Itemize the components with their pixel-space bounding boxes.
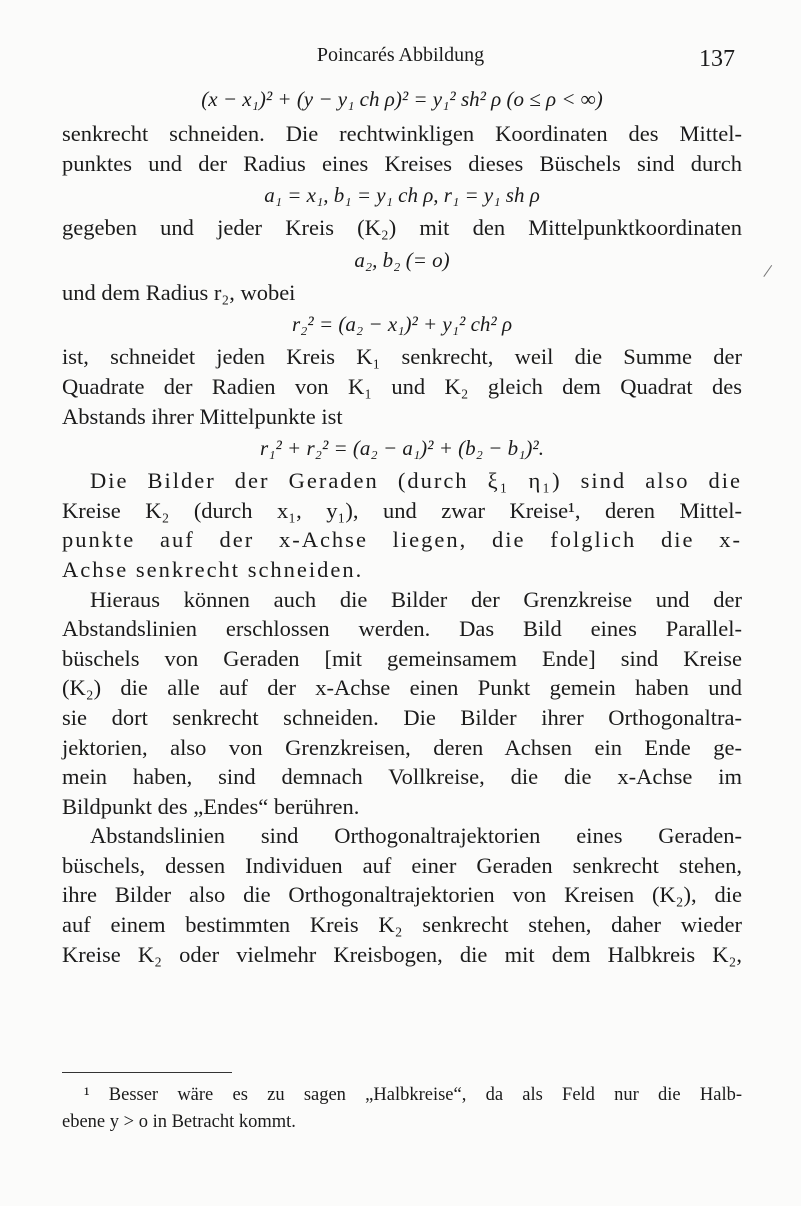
text-line: Hieraus können auch die Bilder der Grenzkreise und der (90, 586, 742, 612)
text-line: Quadrate der Radien von K₁ und K₂ gleich dem Quadrat des (62, 373, 742, 399)
footnote (62, 1082, 742, 1136)
text-line: Abstandslinien erschlossen werden. Das Bild eines Parallel- (62, 616, 742, 642)
text-line: ihre Bilder also die Orthogonaltrajektorien von Kreisen (K₂), die (62, 882, 742, 908)
text-line: Abstands ihrer Mittelpunkte ist (62, 403, 343, 429)
text-line: Kreise K₂ oder vielmehr Kreisbogen, die mit dem Halbkreis K₂, (62, 941, 742, 967)
text-line: Abstandslinien sind Orthogonaltrajektorien eines Geraden- (90, 823, 742, 849)
footnote-line: ¹ Besser wäre es zu sagen „Halbkreise“, da als Feld nur die Halb- (84, 1085, 742, 1105)
text-line: jektorien, also von Grenzkreisen, deren Achsen ein Ende ge- (62, 734, 742, 760)
text-line: (K₂) die alle auf der x-Achse einen Punkt gemein haben und (62, 675, 742, 701)
footnote-separator (62, 1072, 232, 1073)
body-text (62, 80, 742, 969)
text-line: Achse senkrecht schneiden. (62, 556, 364, 582)
text-line: mein haben, sind demnach Vollkreise, die die x-Achse im (62, 764, 742, 790)
formula-radius-squared: r₂² = (a₂ − x₁)² + y₁² ch² ρ (291, 312, 513, 337)
formula-center-coords: a₂, b₂ (= o) (354, 247, 450, 272)
text-line: punktes und der Radius eines Kreises dieses Büschels sind durch (62, 150, 742, 176)
text-line: Kreise K₂ (durch x₁, y₁), und zwar Kreise¹, deren Mittel- (62, 497, 742, 523)
page-number: 137 (699, 46, 735, 72)
text-line: auf einem bestimmten Kreis K₂ senkrecht stehen, daher wieder (62, 912, 742, 938)
text-line: Bildpunkt des „Endes“ berühren. (62, 793, 360, 819)
formula-circle-family: (x − x₁)² + (y − y₁ ch ρ)² = y₁² sh² ρ (o ≤ ρ < ∞) (201, 87, 603, 111)
footnote-line: ebene y > o in Betracht kommt. (62, 1112, 296, 1132)
running-title: Poincarés Abbildung (316, 44, 485, 66)
text-line: und dem Radius r₂, wobei (62, 279, 296, 305)
text-line: ist, schneidet jeden Kreis K₁ senkrecht, weil die Summe der (62, 344, 742, 370)
text-line: Die Bilder der Geraden (durch ξ₁ η₁) sind also die (90, 468, 742, 494)
stray-pencil-mark (763, 265, 783, 285)
formula-center-radius: a₁ = x₁, b₁ = y₁ ch ρ, r₁ = y₁ sh ρ (264, 183, 540, 208)
text-line: büschels, dessen Individuen auf einer Geraden senkrecht stehen, (62, 852, 742, 878)
text-line: punkte auf der x-Achse liegen, die folglich die x- (62, 527, 742, 553)
text-line: gegeben und jeder Kreis (K₂) mit den Mittelpunktkoordinaten (62, 215, 742, 241)
formula-orthogonality: r₁² + r₂² = (a₂ − a₁)² + (b₂ − b₁)². (260, 436, 544, 461)
text-line: büschels von Geraden [mit gemeinsamem Ende] sind Kreise (62, 645, 742, 671)
text-line: senkrecht schneiden. Die rechtwinkligen Koordinaten des Mittel- (62, 121, 742, 146)
page-header (0, 40, 801, 76)
text-line: sie dort senkrecht schneiden. Die Bilder ihrer Orthogonaltra- (62, 704, 742, 730)
